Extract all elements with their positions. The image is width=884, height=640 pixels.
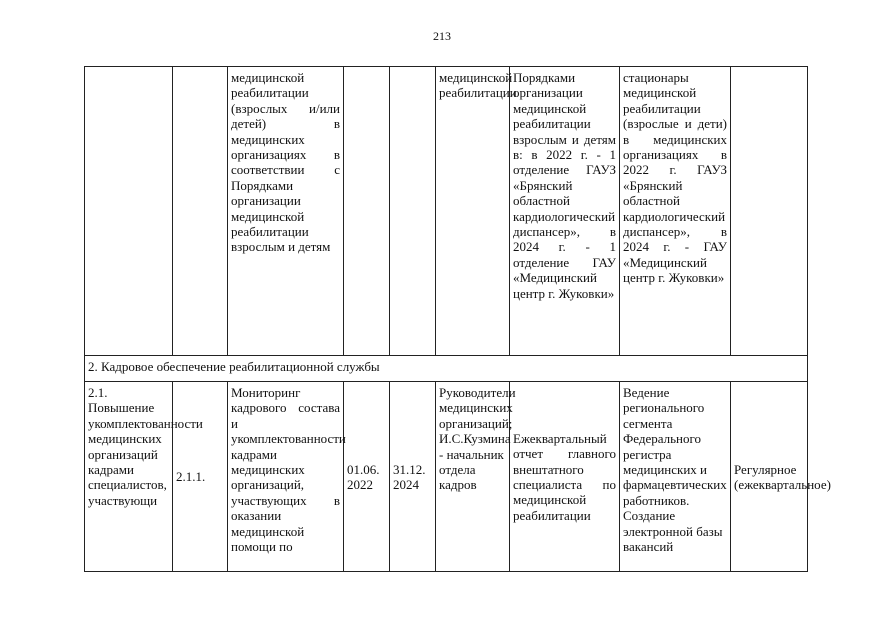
cell-result: стационары медицинской реабилитации (взрослые и дети) в медицинских организациях в 2022 г. ГАУЗ «Брянский областной кардиологический диспансер», в 2024 г. - ГАУ «Медицинский центр г. Жуковки» (620, 67, 731, 356)
cell-frequency: Регулярное (ежеквартальное) (731, 382, 808, 572)
cell-reporting: Порядками организации медицинской реабилитации взрослым и детям в: в 2022 г. - 1 отделение ГАУЗ «Брянский областной кардиологический диспансер», в 2024 г. - 1 отделение ГАУ «Медицинский центр г. Жуковки» (510, 67, 620, 356)
cell-activity: медицинской реабилитации (взрослых и/или детей) в медицинских организациях в соответствии с Порядками организации медицинской реабилитации взрослым и детям (228, 67, 344, 356)
cell-responsible: медицинской реабилитации (436, 67, 510, 356)
cell-result: Ведение регионального сегмента Федерального регистра медицинских и фармацевтических работников. Создание электронной базы вакансий (620, 382, 731, 572)
cell-number: 2.1.1. (173, 382, 228, 572)
cell-end-date (390, 67, 436, 356)
cell-frequency (731, 67, 808, 356)
section-title: 2. Кадровое обеспечение реабилитационной службы (85, 356, 808, 382)
cell-reporting: Ежеквартальный отчет главного внештатного специалиста по медицинской реабилитации (510, 382, 620, 572)
cell-start-date: 01.06. 2022 (344, 382, 390, 572)
plan-table (84, 66, 831, 572)
cell-end-date: 31.12. 2024 (390, 382, 436, 572)
table-row-continued (85, 67, 808, 356)
cell-task: 2.1. Повышение укомплектованности медицинских организаций кадрами специалистов, участвующи (85, 382, 173, 572)
cell-number (173, 67, 228, 356)
page-number: 213 (433, 29, 451, 43)
table-row-2-1 (85, 382, 808, 572)
cell-task (85, 67, 173, 356)
cell-start-date (344, 67, 390, 356)
cell-activity: Мониторинг кадрового состава и укомплектованности кадрами медицинских организаций, участвующих в оказании медицинской помощи по (228, 382, 344, 572)
section-row (85, 356, 808, 382)
cell-responsible: Руководители медицинских организаций; И.С.Кузмина - начальник отдела кадров (436, 382, 510, 572)
